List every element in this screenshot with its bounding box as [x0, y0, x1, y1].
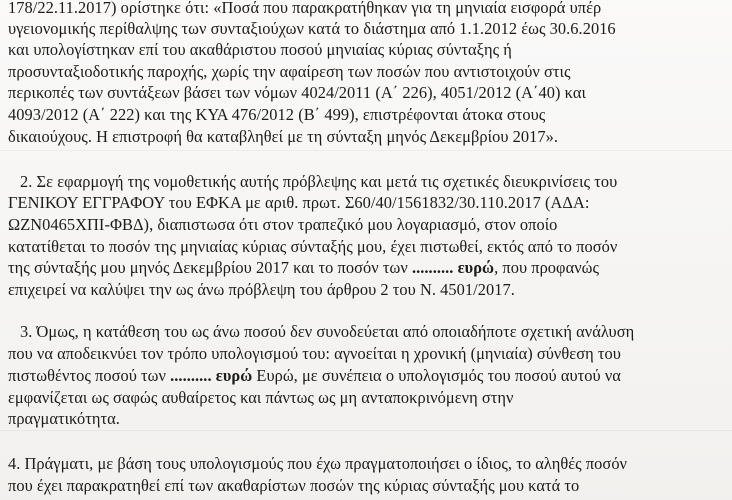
text-line-with-blank — [8, 366, 621, 386]
text-line: υγειονομικής περίθαλψης των συνταξιούχων κατά το διάστημα από 1.1.2012 έως 30.6.2016 — [8, 19, 616, 38]
text-line: 4. Πράγματι, με βάση τους υπολογισμούς που έχω πραγματοποιήσει ο ίδιος, το αληθές ποσόν — [8, 454, 628, 473]
amount-blank: .......... — [411, 258, 454, 277]
text-line: επιχειρεί να καλύψει την ως άνω πρόβλεψη του άρθρου 2 του Ν. 4501/2017. — [8, 280, 515, 299]
text-line: ΓΕΝΙΚΟΥ ΕΓΓΡΑΦΟΥ του ΕΦΚΑ με αριθ. πρωτ. Σ60/40/1561832/30.110.2017 (ΑΔΑ: — [8, 193, 590, 212]
currency-label: ευρώ — [457, 258, 495, 277]
text-line: προσυνταξιοδοτικής παροχής, χωρίς την αφαίρεση των ποσών που αντιστοιχούν στις — [8, 62, 571, 81]
text-fragment: πιστωθέντος ποσού των — [8, 366, 166, 385]
currency-label: ευρώ — [215, 366, 253, 385]
text-fragment: Ευρώ, με συνέπεια ο υπολογισμός του ποσού αυτού να — [252, 366, 621, 385]
text-line: ΩΖΝ0465ΧΠΙ-ΦΒΔ), διαπιστωσα ότι στον τραπεζικό μου λογαριασμό, στον οποίο — [8, 215, 558, 234]
text-line: 178/22.11.2017) ορίστηκε ότι: «Ποσά που παρακρατήθηκαν για τη μηνιαία εισφορά υπέρ — [8, 0, 602, 17]
text-line: που έχει παρακρατηθεί επί των ακαθαρίστων ποσών της κύριας σύνταξής μου κατά το — [8, 476, 580, 495]
paper-fold — [0, 430, 732, 431]
paper-fold — [0, 150, 732, 151]
text-line: που να αποδεικνύει τον τρόπο υπολογισμού του: αγνοείται η χρονική (μηνιαία) σύνθεση του — [8, 344, 621, 363]
text-line: δικαιούχους. Η επιστροφή θα καταβληθεί με τη σύνταξη μηνός Δεκεμβρίου 2017». — [8, 127, 559, 146]
text-line: κατατίθεται το ποσόν της μηνιαίας κύριας σύνταξής μου, έχει πιστωθεί, εκτός από το ποσόν — [8, 237, 618, 256]
text-line: περικοπές των συντάξεων βάσει των νόμων 4024/2011 (Α΄ 226), 4051/2012 (Α΄40) και — [8, 83, 586, 102]
text-line: και υπολογίστηκαν επί του ακαθάριστου ποσού μηνιαίας κύριας σύνταξης ή — [8, 40, 512, 59]
text-line: 3. Όμως, η κατάθεση του ως άνω ποσού δεν συνοδεύεται από οποιαδήποτε σχετική ανάλυση — [20, 322, 635, 341]
amount-blank: .......... — [170, 366, 212, 385]
text-line: 4093/2012 (Α΄ 222) και της ΚΥΑ 476/2012 (Β΄ 499), επιστρέφονται άτοκα στους — [8, 105, 546, 124]
text-fragment: , που προφανώς — [494, 258, 600, 277]
text-line: πραγματικότητα. — [8, 409, 120, 428]
text-line-with-blank — [8, 258, 599, 278]
text-line: εμφανίζεται ως σαφώς αυθαίρετος και πάντως ως μη ανταποκρινόμενη στην — [8, 388, 514, 407]
text-line: 2. Σε εφαρμογή της νομοθετικής αυτής πρόβλεψης και μετά τις σχετικές διευκρινίσεις του — [20, 172, 618, 191]
text-fragment: της σύνταξής μου μηνός Δεκεμβρίου 2017 και το ποσόν των — [8, 258, 408, 277]
